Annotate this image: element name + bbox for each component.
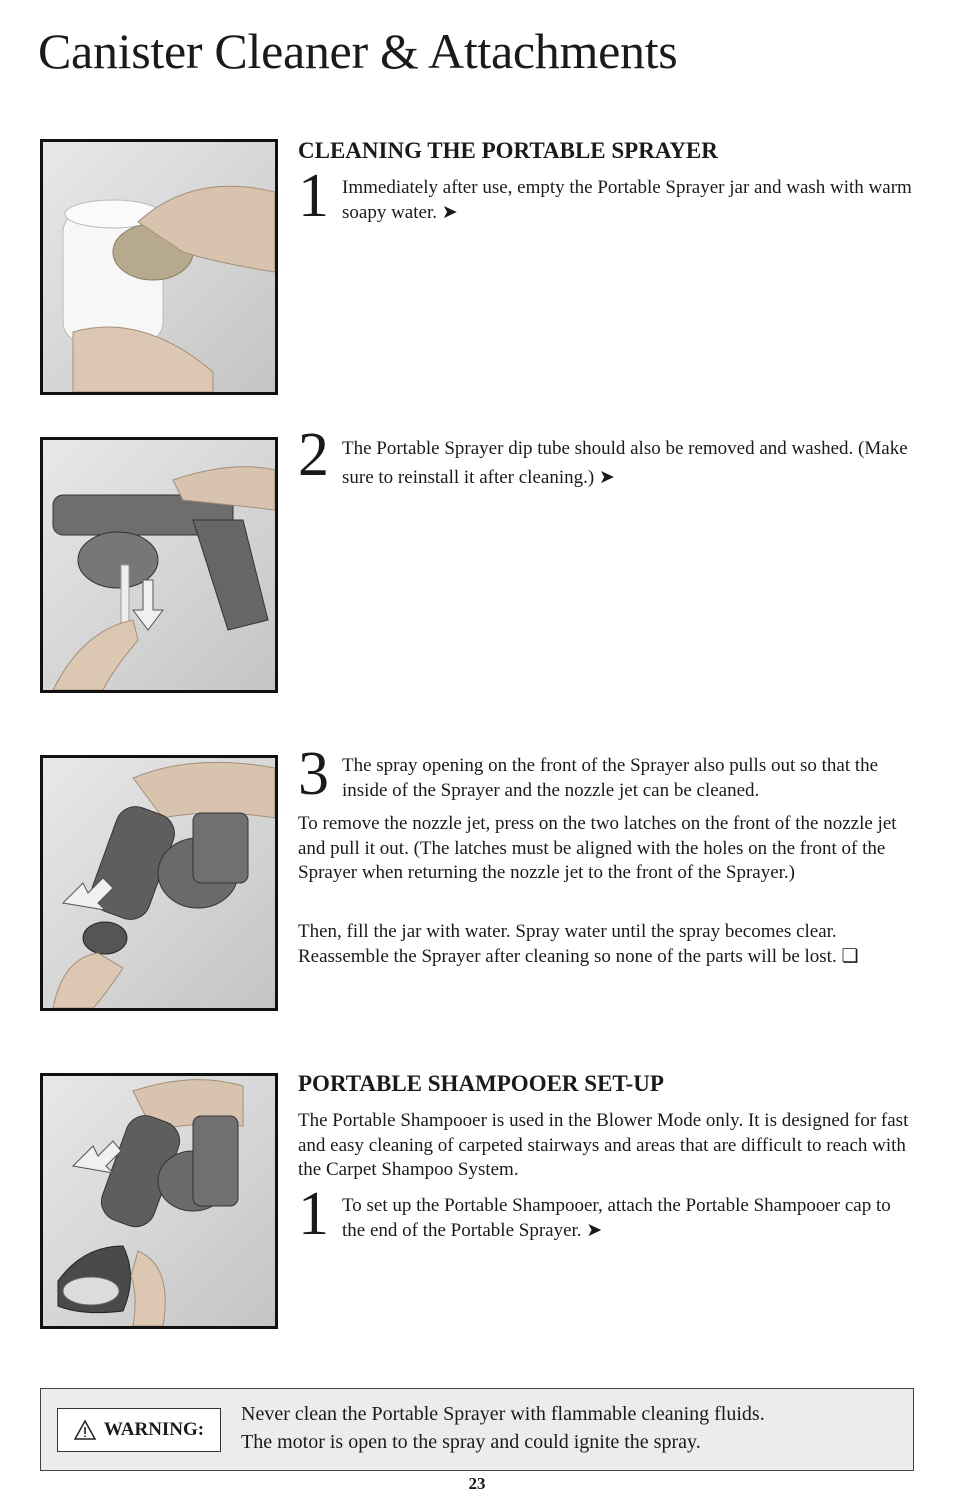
page-number: 23 xyxy=(468,1474,486,1493)
warning-label: WARNING: xyxy=(103,1419,205,1440)
photo-dip-tube xyxy=(40,437,278,693)
step-1-cleaning xyxy=(298,162,918,230)
step-text: The Portable Sprayer dip tube should also be removed and washed. (Make sure to reinstall it after cleaning.) ➤ xyxy=(342,438,908,488)
paragraph-shampooer-intro: The Portable Shampooer is used in the Blower Mode only. It is designed for fast and easy cleaning of carpeted stairways and areas that are difficult to reach with the Carpet Shampoo System. xyxy=(298,1110,909,1180)
section-heading-shampooer: PORTABLE SHAMPOOER SET-UP xyxy=(298,1071,664,1096)
warning-box xyxy=(40,1388,914,1471)
warning-text xyxy=(241,1400,765,1456)
photo-nozzle-jet xyxy=(40,755,278,1011)
step-number: 2 xyxy=(298,421,329,489)
page-title: Canister Cleaner & Attachments xyxy=(38,23,678,79)
warning-line-2: The motor is open to the spray and could ignite the spray. xyxy=(241,1431,701,1453)
step-1-shampooer xyxy=(298,1180,918,1248)
step-number: 1 xyxy=(298,1180,329,1248)
step-number: 3 xyxy=(298,740,329,808)
warning-line-1: Never clean the Portable Sprayer with flammable cleaning fluids. xyxy=(241,1403,765,1425)
warning-label-box xyxy=(57,1408,221,1452)
step-2-cleaning xyxy=(298,421,918,492)
paragraph-nozzle-jet: To remove the nozzle jet, press on the two latches on the front of the nozzle jet and pull it out. (The latches must be aligned with the holes on the front of the Sprayer when returning the nozzle jet to the front of the Sprayer.) xyxy=(298,813,897,883)
photo-washing-jar xyxy=(40,139,278,395)
paragraph-reassemble: Then, fill the jar with water. Spray water until the spray becomes clear. Reassemble the Sprayer after cleaning so none of the parts will be lost. ❏ xyxy=(298,921,859,967)
step-3-cleaning xyxy=(298,740,918,808)
step-text: Immediately after use, empty the Portable Sprayer jar and wash with warm soapy water. ➤ xyxy=(342,177,912,223)
step-number: 1 xyxy=(298,162,329,230)
step-text: The spray opening on the front of the Sprayer also pulls out so that the inside of the Sprayer and the nozzle jet can be cleaned. xyxy=(342,755,879,801)
photo-shampooer-cap xyxy=(40,1073,278,1329)
step-text: To set up the Portable Shampooer, attach the Portable Shampooer cap to the end of the Portable Sprayer. ➤ xyxy=(342,1195,891,1241)
warning-triangle-icon xyxy=(74,1420,96,1440)
section-heading-cleaning: CLEANING THE PORTABLE SPRAYER xyxy=(298,138,718,163)
